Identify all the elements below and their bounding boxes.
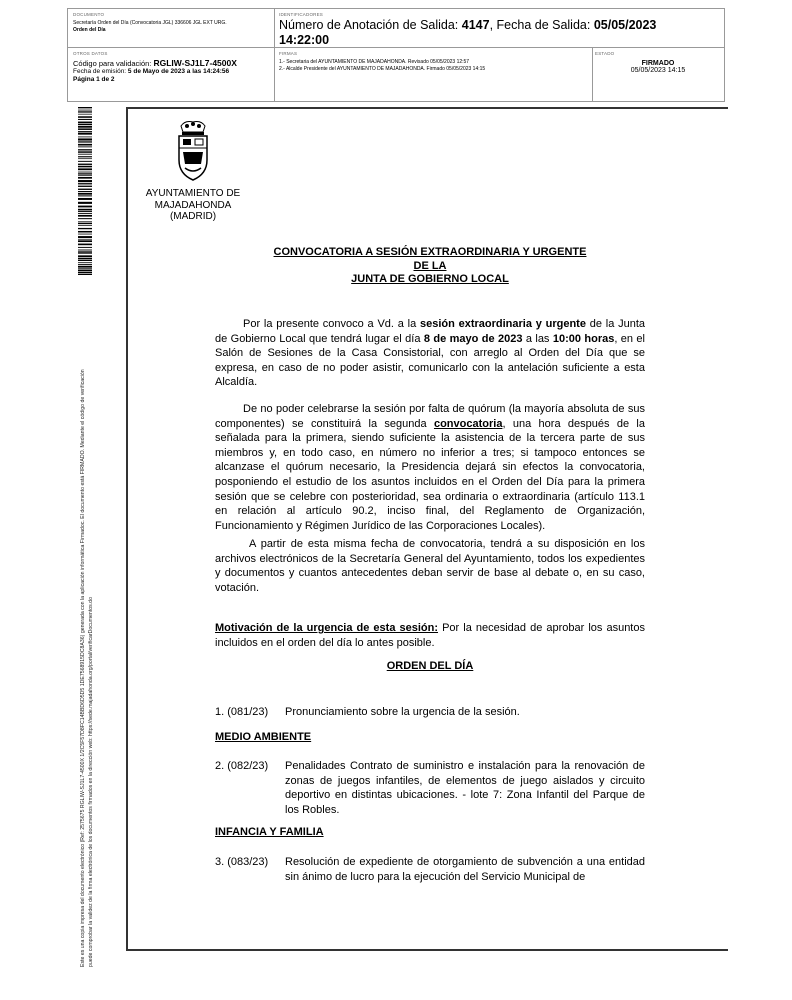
barcode-bar xyxy=(78,189,92,190)
barcode-bar xyxy=(78,209,92,210)
barcode-bar xyxy=(78,122,92,124)
paragraph-quorum: De no poder celebrarse la sesión por falta de quórum (la mayoría absoluta de sus componentes) se constituirá la segunda convocatoria, una hora después de la señalada para la primera, siendo suficiente la asistencia de la tercera parte de sus miembros y, en todo caso, en número no inferior a tres; si tampoco entonces se alcanzase el quórum necesario, la Presidencia dejará sin efectos la convocatoria, posponiendo el estudio de los asuntos incluidos en el Orden del Día para la primera sesión que se celebre con posterioridad, sea ordinaria o extraordinaria (artículo 113.1 en relación al artículo 90.2, inciso final, del Reglamento de Organización, Funcionamiento y Régimen Jurídico de las Corporaciones Locales). xyxy=(215,403,645,532)
barcode-bar xyxy=(78,149,92,150)
orden-del-dia-heading: ORDEN DEL DÍA xyxy=(386,660,474,672)
signature-header xyxy=(67,8,725,102)
barcode-bar xyxy=(78,215,92,217)
anotacion-time: 14:22:00 xyxy=(279,33,330,46)
barcode-bar xyxy=(78,202,92,204)
barcode-bar xyxy=(78,107,92,108)
town-name: AYUNTAMIENTO DE MAJADAHONDA (MADRID) xyxy=(145,188,241,222)
agenda-item-text: Penalidades Contrato de suministro e instalación para la renovación de zonas de juegos infantiles, de elementos de juego aislados y circuito deportivo en distintas ubicaciones. - lote 7: Zona Infantil del Parque de los Robles. xyxy=(285,760,645,816)
otros-datos-cell xyxy=(73,51,271,99)
identificadores-label: IDENTIFICADORES xyxy=(279,12,324,17)
barcode-bar xyxy=(78,244,92,246)
firmas-label: FIRMAS xyxy=(279,51,298,56)
firma-1: 1.- Secretaria del AYUNTAMIENTO DE MAJADAHONDA. Revisado 05/05/2023 12:57 xyxy=(279,59,470,65)
barcode-bar xyxy=(78,272,92,273)
verification-text-1: Este es una copia impresa del documento electrónico (Ref: 2575675 RGLIW-SJ1L7-4500X 1/2C5F57D8FC14BBD6D5D5 1DE7568915DC8A36) generada con la aplicación informática Firmadoc. El documento está FIRMADO. Mediante el código de verificación xyxy=(80,369,86,967)
verification-text-2: puede comprobar la validez de la firma electrónica de los documentos firmados en la dirección web: https://sede.majadahonda.org/portal/verificarDocumentos.do xyxy=(88,597,94,967)
barcode-bar xyxy=(78,252,92,253)
fecha-emision: Fecha de emisión: 5 de Mayo de 2023 a las 14:24:56 xyxy=(73,68,230,75)
barcode-bar xyxy=(78,268,92,269)
barcode-bar xyxy=(78,114,92,115)
agenda-item-number: 3. (083/23) xyxy=(215,856,269,868)
agenda-item-2 xyxy=(215,759,645,817)
document-title: CONVOCATORIA A SESIÓN EXTRAORDINARIA Y URGENTE DE LA JUNTA DE GOBIERNO LOCAL xyxy=(273,246,587,285)
anotacion-number: 4147 xyxy=(461,18,490,32)
barcode-bar xyxy=(78,146,92,147)
pagina: Página 1 de 2 xyxy=(73,76,115,83)
barcode-bar xyxy=(78,116,92,118)
barcode xyxy=(78,107,92,275)
barcode-bar xyxy=(78,260,92,261)
estado-cell xyxy=(595,51,721,99)
barcode-bar xyxy=(78,206,92,208)
documento-label: DOCUMENTO xyxy=(73,12,105,17)
agenda-item-text: Pronunciamiento sobre la urgencia de la sesión. xyxy=(285,706,520,718)
barcode-bar xyxy=(78,231,92,233)
barcode-bar xyxy=(78,158,92,159)
barcode-bar xyxy=(78,225,92,226)
barcode-bar xyxy=(78,240,92,242)
barcode-bar xyxy=(78,168,92,170)
barcode-bar xyxy=(78,211,92,212)
barcode-bar xyxy=(78,198,92,200)
barcode-bar xyxy=(78,124,92,125)
codigo-value: RGLIW-SJ1L7-4500X xyxy=(153,58,237,68)
barcode-bar xyxy=(78,156,92,157)
documento-line2: Orden del Día xyxy=(73,27,106,33)
barcode-bar xyxy=(78,221,92,222)
barcode-bar xyxy=(78,161,92,162)
barcode-bar xyxy=(78,186,92,187)
barcode-bar xyxy=(78,141,92,142)
barcode-bar xyxy=(78,126,92,128)
barcode-bar xyxy=(78,173,92,174)
barcode-bar xyxy=(78,131,92,132)
barcode-bar xyxy=(78,175,92,176)
barcode-bar xyxy=(78,191,92,192)
firmas-cell xyxy=(279,51,589,99)
section-infancia-familia: INFANCIA Y FAMILIA xyxy=(215,826,324,838)
verification-sidebar xyxy=(78,107,104,975)
barcode-bar xyxy=(78,213,92,214)
agenda-item-text: Resolución de expediente de otorgamiento de subvención a una entidad sin ánimo de lucro para la ejecución del Servicio Municipal de xyxy=(285,856,645,883)
barcode-bar xyxy=(78,255,92,257)
barcode-bar xyxy=(78,180,92,182)
barcode-bar xyxy=(78,218,92,219)
otros-label: OTROS DATOS xyxy=(73,51,108,56)
barcode-bar xyxy=(78,270,92,272)
barcode-bar xyxy=(78,193,92,195)
section-medio-ambiente: MEDIO AMBIENTE xyxy=(215,731,312,743)
agenda-item-number: 1. (081/23) xyxy=(215,706,269,718)
barcode-bar xyxy=(78,138,92,140)
paragraph-disposicion: A partir de esta misma fecha de convocatoria, tendrá a su disposición en los archivos electrónicos de la Secretaría General del Ayuntamiento, todos los expedientes y documentos y cuantos antecedentes deban servir de base al debate o, en su caso, votación. xyxy=(215,538,645,594)
barcode-bar xyxy=(78,264,92,265)
barcode-bar xyxy=(78,164,92,165)
barcode-bar xyxy=(78,250,92,251)
barcode-bar xyxy=(78,166,92,168)
barcode-bar xyxy=(78,247,92,248)
barcode-bar xyxy=(78,177,92,179)
barcode-bar xyxy=(78,137,92,138)
barcode-bar xyxy=(78,239,92,240)
barcode-bar xyxy=(78,251,92,252)
barcode-bar xyxy=(78,119,92,120)
estado-fecha: 05/05/2023 14:15 xyxy=(630,67,686,74)
anotacion-date: 05/05/2023 xyxy=(593,18,657,32)
barcode-bar xyxy=(78,228,92,229)
barcode-bar xyxy=(78,128,92,130)
barcode-bar xyxy=(78,223,92,225)
barcode-bar xyxy=(78,258,92,259)
barcode-bar xyxy=(78,133,92,135)
barcode-bar xyxy=(78,195,92,196)
barcode-bar xyxy=(78,266,92,268)
barcode-bar xyxy=(78,110,92,111)
barcode-bar xyxy=(78,262,92,263)
barcode-bar xyxy=(78,154,92,155)
agenda-item-1 xyxy=(215,705,645,720)
barcode-bar xyxy=(78,111,92,112)
anotacion-text: Número de Anotación de Salida: 4147, Fecha de Salida: 05/05/2023 14:22:00 xyxy=(279,18,657,46)
barcode-bar xyxy=(78,236,92,238)
estado-value: FIRMADO xyxy=(641,60,675,67)
coat-of-arms-icon xyxy=(173,120,213,182)
estado-label: ESTADO xyxy=(595,51,615,56)
agenda-item-number: 2. (082/23) xyxy=(215,760,269,772)
documento-cell xyxy=(73,12,271,46)
identificadores-cell xyxy=(279,12,719,46)
barcode-bar xyxy=(78,144,92,146)
codigo-validacion: Código para validación: RGLIW-SJ1L7-4500X xyxy=(73,58,237,68)
barcode-bar xyxy=(78,172,92,173)
paragraph-motivacion: Motivación de la urgencia de esta sesión: Por la necesidad de aprobar los asuntos incluidos en el orden del día lo antes posible. xyxy=(215,622,645,649)
barcode-bar xyxy=(78,274,92,275)
barcode-bar xyxy=(78,234,92,235)
agenda-item-3 xyxy=(215,855,645,884)
barcode-bar xyxy=(78,151,92,152)
documento-line1: Secretaría Orden del Día (Convocatoria JGL) 336606 JGL EXT URG. xyxy=(73,20,227,26)
paragraph-convocatoria: Por la presente convoco a Vd. a la sesión extraordinaria y urgente de la Junta de Gobierno Local que tendrá lugar el día 8 de mayo de 2023 a las 10:00 horas, en el Salón de Sesiones de la Casa Consistorial, con arreglo al Orden del Día que se expresa, en caso de no poder asistir, comunicarlo con la antelación suficiente a esta Alcaldía. xyxy=(215,318,645,389)
firma-2: 2.- Alcalde Presidente del AYUNTAMIENTO DE MAJADAHONDA. Firmado 05/05/2023 14:15 xyxy=(279,66,486,72)
barcode-bar xyxy=(78,183,92,184)
